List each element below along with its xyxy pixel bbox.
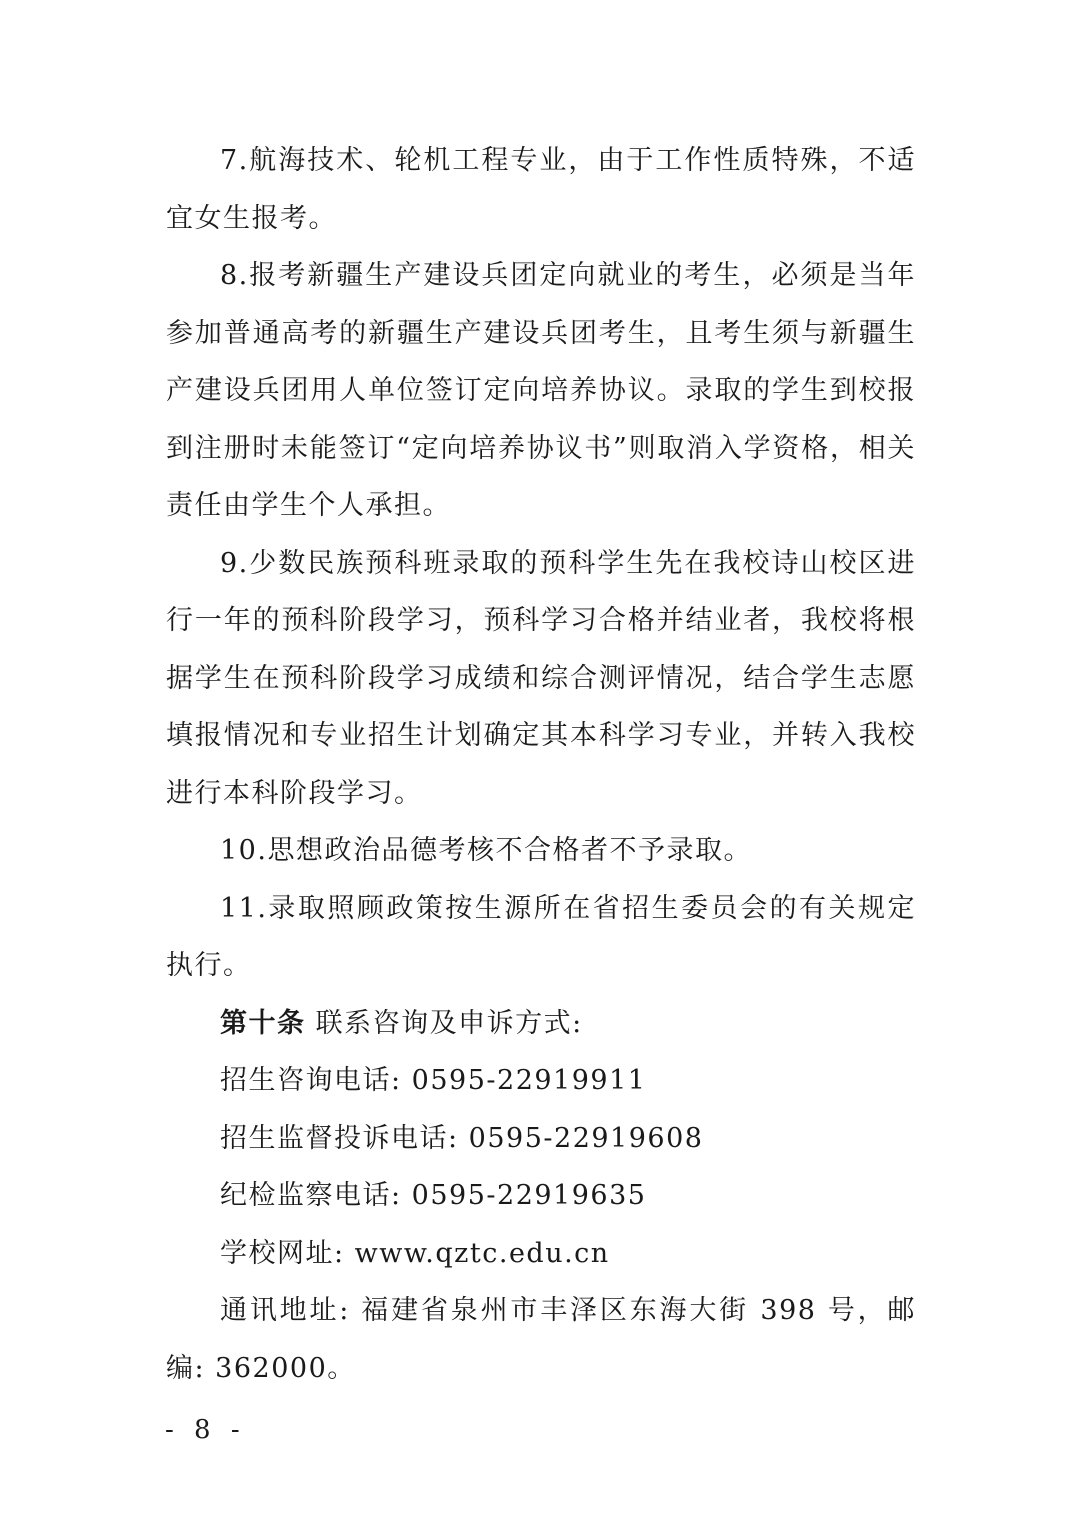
discipline-phone: 纪检监察电话: 0595-22919635 [220,1180,647,1211]
admission-phone: 招生咨询电话: 0595-22919911 [220,1065,647,1096]
paragraph-8: 8.报考新疆生产建设兵团定向就业的考生，必须是当年参加普通高考的新疆生产建设兵团考生，且考生须与新疆生产建设兵团用人单位签订定向培养协议。录取的学生到校报到注册时未能签订“定向培养协议书”则取消入学资格，相关责任由学生个人承担。 [166,260,916,521]
article-title: 联系咨询及申诉方式: [315,1007,583,1039]
paragraph-7: 7.航海技术、轮机工程专业，由于工作性质特殊，不适宜女生报考。 [166,145,916,234]
document-body [166,132,916,1397]
mailing-address: 通讯地址: 福建省泉州市丰泽区东海大街 398 号，邮编: 362000。 [166,1295,916,1384]
article-ten-heading [166,995,916,1053]
school-website: 学校网址: www.qztc.edu.cn [220,1237,610,1269]
article-number: 第十条 [220,1007,306,1039]
paragraph-9: 9.少数民族预科班录取的预科学生先在我校诗山校区进行一年的预科阶段学习，预科学习合格并结业者，我校将根据学生在预科阶段学习成绩和综合测评情况，结合学生志愿填报情况和专业招生计划确定其本科学习专业，并转入我校进行本科阶段学习。 [166,547,916,809]
paragraph-11: 11.录取照顾政策按生源所在省招生委员会的有关规定执行。 [166,892,916,981]
paragraph-10: 10.思想政治品德考核不合格者不予录取。 [220,835,752,866]
page-number: - 8 - [165,1415,246,1445]
complaint-phone: 招生监督投诉电话: 0595-22919608 [220,1122,704,1154]
